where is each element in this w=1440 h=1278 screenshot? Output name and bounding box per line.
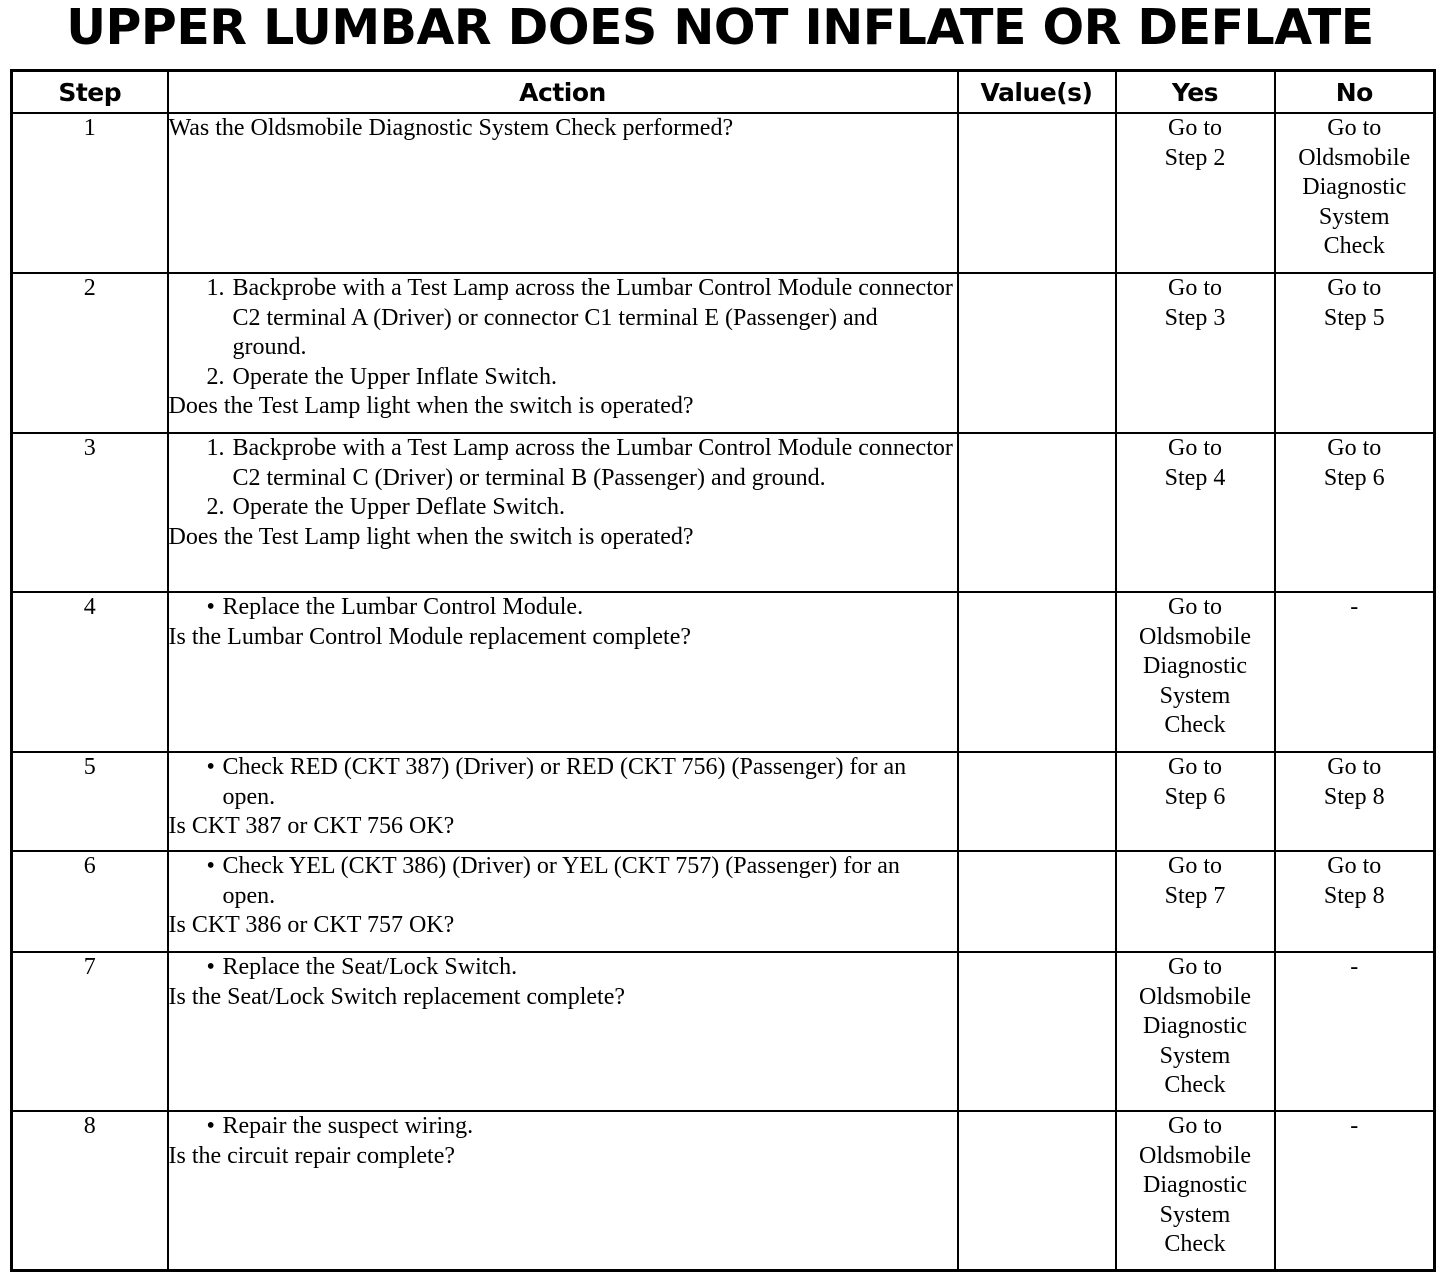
values-cell (958, 752, 1116, 851)
action-question: Is the Lumbar Control Module replacement complete? (168, 623, 691, 650)
action-bullet-list (169, 852, 957, 911)
column-header-no: No (1275, 71, 1435, 114)
no-result: Go to Step 8 (1275, 851, 1435, 952)
table-row-step-1 (12, 113, 1435, 273)
action-cell (168, 592, 958, 752)
action-bullet-item: • Repair the suspect wiring. (223, 1112, 957, 1142)
no-result: - (1275, 1111, 1435, 1270)
step-number: 8 (12, 1111, 168, 1270)
step-number: 6 (12, 851, 168, 952)
column-header-yes: Yes (1116, 71, 1275, 114)
action-bullet-list (169, 953, 957, 983)
table-row-step-3 (12, 433, 1435, 592)
table-row-step-2 (12, 273, 1435, 433)
action-cell (168, 952, 958, 1111)
yes-result: Go to Oldsmobile Diagnostic System Check (1116, 952, 1275, 1111)
yes-result: Go to Oldsmobile Diagnostic System Check (1116, 592, 1275, 752)
action-cell (168, 273, 958, 433)
action-bullet-list (169, 753, 957, 812)
action-step-item: 2. Operate the Upper Deflate Switch. (231, 493, 957, 523)
values-cell (958, 273, 1116, 433)
action-question: Is CKT 387 or CKT 756 OK? (168, 813, 455, 840)
yes-result: Go to Step 2 (1116, 113, 1275, 273)
table-row-step-5 (12, 752, 1435, 851)
action-question: Was the Oldsmobile Diagnostic System Check performed? (168, 115, 734, 141)
no-result: - (1275, 592, 1435, 752)
action-bullet-list (169, 1112, 957, 1142)
step-number: 7 (12, 952, 168, 1111)
table-row-step-6 (12, 851, 1435, 952)
action-cell (168, 113, 958, 273)
no-result: Go to Step 5 (1275, 273, 1435, 433)
no-result: - (1275, 952, 1435, 1111)
step-number: 3 (12, 433, 168, 592)
action-question: Does the Test Lamp light when the switch is operated? (168, 393, 694, 420)
table-row-step-8 (12, 1111, 1435, 1270)
action-bullet-list (169, 593, 957, 623)
step-number: 5 (12, 752, 168, 851)
values-cell (958, 1111, 1116, 1270)
values-cell (958, 851, 1116, 952)
table-row-step-7 (12, 952, 1435, 1111)
values-cell (958, 113, 1116, 273)
action-step-item: 2. Operate the Upper Inflate Switch. (231, 363, 957, 393)
table-row-step-4 (12, 592, 1435, 752)
values-cell (958, 592, 1116, 752)
no-result: Go to Step 8 (1275, 752, 1435, 851)
action-cell (168, 752, 958, 851)
action-steps-list (169, 434, 957, 523)
action-bullet-item: • Replace the Seat/Lock Switch. (223, 953, 957, 983)
header-row (12, 71, 1435, 114)
action-bullet-item: • Replace the Lumbar Control Module. (223, 593, 957, 623)
action-question: Is CKT 386 or CKT 757 OK? (168, 912, 455, 939)
action-cell (168, 851, 958, 952)
action-cell (168, 1111, 958, 1270)
yes-result: Go to Step 6 (1116, 752, 1275, 851)
values-cell (958, 433, 1116, 592)
column-header-values: Value(s) (958, 71, 1116, 114)
step-number: 2 (12, 273, 168, 433)
action-question: Does the Test Lamp light when the switch is operated? (168, 523, 694, 550)
step-number: 4 (12, 592, 168, 752)
page-title: UPPER LUMBAR DOES NOT INFLATE OR DEFLATE (66, 0, 1374, 56)
action-step-item: 1. Backprobe with a Test Lamp across the Lumbar Control Module connector C2 terminal C (Driver) or terminal B (Passenger) and ground. (231, 434, 957, 493)
action-question: Is the circuit repair complete? (168, 1142, 456, 1169)
column-header-action: Action (168, 71, 958, 114)
yes-result: Go to Oldsmobile Diagnostic System Check (1116, 1111, 1275, 1270)
yes-result: Go to Step 4 (1116, 433, 1275, 592)
action-cell (168, 433, 958, 592)
action-bullet-item: • Check YEL (CKT 386) (Driver) or YEL (CKT 757) (Passenger) for an open. (223, 852, 957, 911)
yes-result: Go to Step 7 (1116, 851, 1275, 952)
step-number: 1 (12, 113, 168, 273)
no-result: Go to Oldsmobile Diagnostic System Check (1275, 113, 1435, 273)
yes-result: Go to Step 3 (1116, 273, 1275, 433)
column-header-step: Step (12, 71, 168, 114)
action-step-item: 1. Backprobe with a Test Lamp across the Lumbar Control Module connector C2 terminal A (Driver) or connector C1 terminal E (Passenger) and ground. (231, 274, 957, 363)
values-cell (958, 952, 1116, 1111)
diagnostic-table (10, 69, 1436, 1272)
action-bullet-item: • Check RED (CKT 387) (Driver) or RED (CKT 756) (Passenger) for an open. (223, 753, 957, 812)
action-question: Is the Seat/Lock Switch replacement complete? (168, 983, 625, 1010)
action-steps-list (169, 274, 957, 392)
no-result: Go to Step 6 (1275, 433, 1435, 592)
